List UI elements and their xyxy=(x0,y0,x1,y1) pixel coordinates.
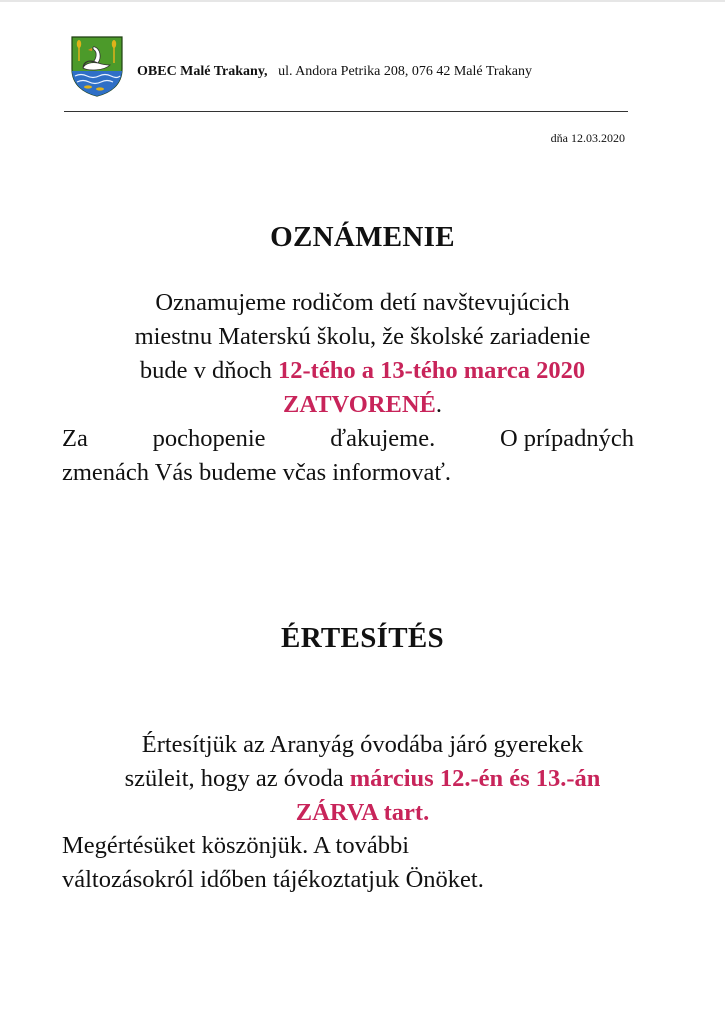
slovak-info-line: zmenách Vás budeme včas informovať. xyxy=(62,459,451,486)
slovak-line-2: miestnu Materskú školu, že školské zariadenie xyxy=(134,323,591,350)
slovak-line-4 xyxy=(60,388,665,422)
slovak-line-3 xyxy=(60,354,665,388)
hungarian-info-line: változásokról időben tájékoztatjuk Önöket. xyxy=(62,866,484,893)
slovak-announcement xyxy=(60,286,665,422)
slovak-thanks-word: pochopenie xyxy=(152,425,266,452)
hungarian-announcement xyxy=(60,728,665,830)
hungarian-thanks-line: Megértésüket köszönjük. A további xyxy=(62,832,410,859)
hungarian-closure-dates: március 12.-én és 13.-án xyxy=(349,765,601,792)
scan-edge xyxy=(0,0,725,2)
letterhead xyxy=(137,64,657,80)
slovak-thanks-word: Za xyxy=(62,425,88,452)
hungarian-line-3 xyxy=(60,796,665,830)
hungarian-line-2-prefix: szüleit, hogy az óvoda xyxy=(124,765,350,792)
slovak-title: OZNÁMENIE xyxy=(270,221,455,253)
slovak-closed-status: ZATVORENÉ xyxy=(282,391,436,418)
slovak-line-4-period: . xyxy=(435,391,442,418)
municipality-address: ul. Andora Petrika 208, 076 42 Malé Trakany xyxy=(278,64,532,79)
slovak-line-1: Oznamujeme rodičom detí navštevujúcich xyxy=(155,289,570,316)
hungarian-line-2 xyxy=(60,762,665,796)
hungarian-closed-status: ZÁRVA tart. xyxy=(295,799,430,826)
slovak-thanks-line xyxy=(62,422,634,456)
hungarian-line-1: Értesítjük az Aranyág óvodába járó gyerekek xyxy=(141,731,584,758)
slovak-thanks-word: ďakujeme. xyxy=(330,425,436,452)
slovak-thanks-word: O prípadných xyxy=(499,425,634,452)
slovak-closing xyxy=(62,422,634,490)
municipal-crest-swan-icon xyxy=(70,35,124,97)
letterhead-divider xyxy=(64,111,628,112)
document-date: dňa 12.03.2020 xyxy=(550,131,625,145)
municipality-name: OBEC Malé Trakany, xyxy=(137,64,268,79)
hungarian-title: ÉRTESÍTÉS xyxy=(281,622,444,654)
slovak-line-3-prefix: bude v dňoch xyxy=(139,357,278,384)
hungarian-closing xyxy=(62,829,634,897)
slovak-closure-dates: 12-tého a 13-tého marca 2020 xyxy=(278,357,586,384)
